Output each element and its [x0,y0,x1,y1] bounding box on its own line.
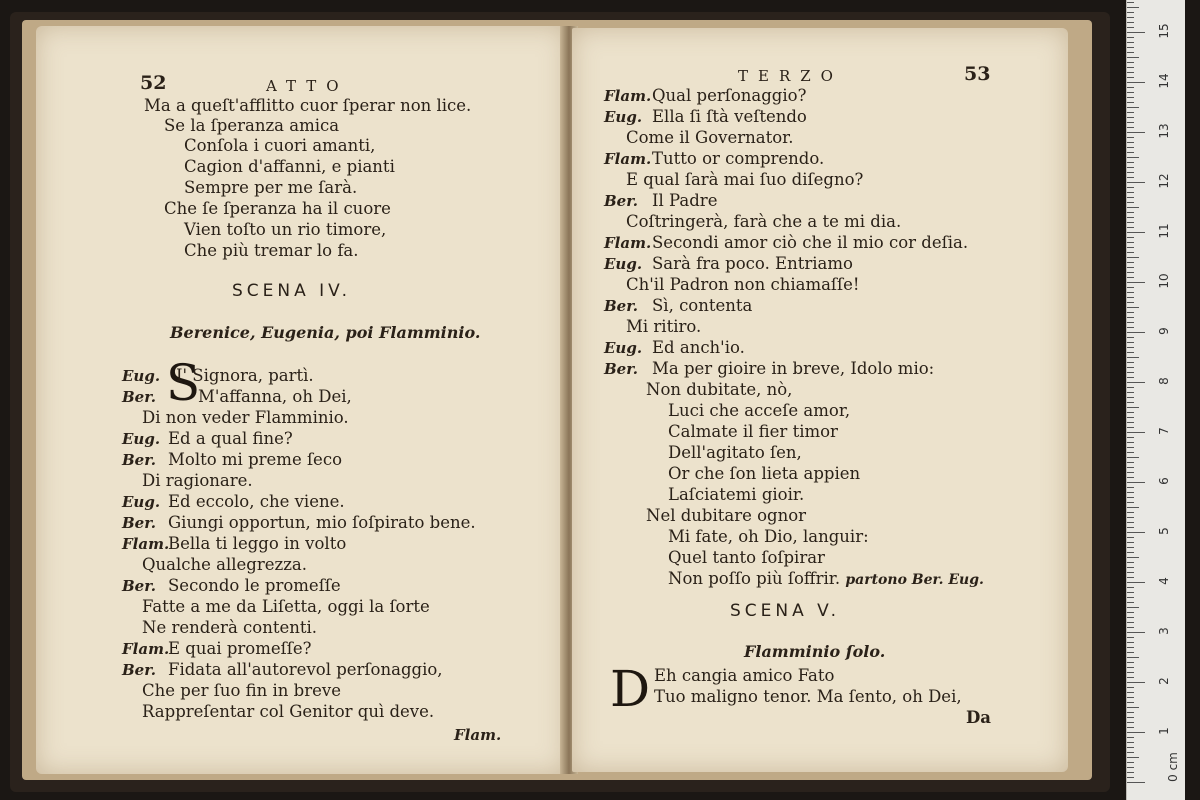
ruler-tick [1127,252,1134,253]
dialogue-line: Che per ſuo fin in breve [142,681,341,700]
ruler-tick [1127,597,1134,598]
ruler-label: 13 [1157,123,1171,139]
ruler-tick [1127,277,1134,278]
dialogue-line [122,513,476,534]
ruler-tick [1127,767,1134,768]
verse-line: Vien toſto un rio timore, [184,220,387,239]
ruler-tick [1127,302,1134,303]
ruler-tick [1127,697,1134,698]
ruler-tick [1127,422,1134,423]
dialogue-line [604,149,824,170]
ruler-tick [1127,37,1134,38]
speech-text: M'affanna, oh Dei, [198,387,352,406]
ruler-tick [1127,732,1145,733]
dialogue-line [122,387,352,408]
scene-heading-left: SCENA IV. [232,281,352,301]
speech-text: Secondi amor ciò che il mio cor deſia. [652,233,969,252]
ruler-tick [1127,647,1134,648]
speech-text: Ed a qual fine? [168,429,293,448]
ruler-label: 9 [1157,327,1171,335]
verse-line: Cagion d'affanni, e pianti [184,157,395,176]
ruler-tick [1127,542,1134,543]
speaker-tag: Ber. [604,192,638,210]
ruler-tick [1127,382,1145,383]
ruler-tick [1127,737,1134,738]
ruler-tick [1127,227,1134,228]
dialogue-line [122,576,341,597]
ruler-tick [1127,192,1134,193]
verse-line: Eh cangia amico Fato [654,666,835,685]
dialogue-line: Come il Governator. [626,128,794,147]
ruler-tick [1127,362,1134,363]
ruler-tick [1127,427,1134,428]
dialogue-line [604,191,717,212]
ruler-label: 7 [1157,427,1171,435]
ruler-tick [1127,137,1134,138]
ruler-tick [1127,472,1134,473]
dialogue-line [604,233,968,254]
ruler-tick [1127,762,1134,763]
ruler-tick [1127,237,1134,238]
ruler-tick [1127,562,1134,563]
ruler-tick [1127,332,1145,333]
ruler-tick [1127,327,1134,328]
ruler-tick [1127,107,1139,108]
ruler-tick [1127,772,1134,773]
speaker-tag: Ber. [604,297,638,315]
ruler-tick [1127,207,1139,208]
ruler-tick [1127,47,1134,48]
speech-text: Tutto or comprendo. [652,149,825,168]
ruler-tick [1127,337,1134,338]
verse-line: Che più tremar lo fa. [184,241,359,260]
ruler-tick [1127,457,1139,458]
ruler-tick [1127,67,1134,68]
speaker-tag: Eug. [604,108,643,126]
ruler-tick [1127,72,1134,73]
ruler-tick [1127,407,1139,408]
ruler-tick [1127,642,1134,643]
ruler-tick [1127,742,1134,743]
ruler-tick [1127,577,1134,578]
ruler-tick [1127,222,1134,223]
speaker-tag: Ber. [122,661,156,679]
ruler-label: 3 [1157,627,1171,635]
ruler-tick [1127,722,1134,723]
verse-line: Tuo maligno tenor. Ma ſento, oh Dei, [654,687,962,706]
ruler-label: 5 [1157,527,1171,535]
ruler-tick [1127,777,1134,778]
speaker-tag: Eug. [604,339,643,357]
ruler-label: 0 cm [1166,752,1180,782]
verse-line: Ma a queſt'afflitto cuor ſperar non lice. [144,96,472,115]
ruler-tick [1127,752,1134,753]
speaker-tag: Flam. [604,234,652,252]
speech-text: Ma per gioire in breve, Idolo mio: [652,359,935,378]
ruler-tick [1127,142,1134,143]
dialogue-line: Rappreſentar col Genitor quì deve. [142,702,435,721]
ruler-label: 11 [1157,223,1171,239]
ruler-tick [1127,202,1134,203]
ruler-tick [1127,417,1134,418]
ruler-tick [1127,517,1134,518]
speaker-tag: Eug. [122,367,161,385]
ruler-tick [1127,7,1139,8]
ruler-tick [1127,272,1134,273]
ruler-label: 15 [1157,23,1171,39]
ruler-tick [1127,727,1134,728]
dialogue-line [604,359,934,380]
speaker-tag: Ber. [122,514,156,532]
ruler-tick [1127,262,1134,263]
ruler-tick [1127,132,1145,133]
ruler-tick [1127,257,1139,258]
speech-text: Secondo le promeſſe [168,576,341,595]
left-page [36,26,566,774]
ruler-tick [1127,12,1134,13]
dialogue-line: Ne renderà contenti. [142,618,317,637]
ruler-tick [1127,232,1145,233]
ruler-tick [1127,757,1139,758]
dialogue-line [604,296,752,317]
ruler-label: 4 [1157,577,1171,585]
dialogue-line [604,107,807,128]
speech-text: Qual perſonaggio? [652,86,807,105]
ruler-tick [1127,317,1134,318]
ruler-tick [1127,42,1134,43]
ruler-tick [1127,322,1134,323]
ruler-tick [1127,212,1134,213]
speech-text: Molto mi preme ſeco [168,450,342,469]
dialogue-line: Mi ritiro. [626,317,702,336]
verse-line: Quel tanto ſoſpirar [668,548,825,567]
dialogue-line [122,660,443,681]
speech-text: Sarà fra poco. Entriamo [652,254,853,273]
verse-line: Calmate il fier timor [668,422,838,441]
dialogue-line [604,254,853,275]
dialogue-line: Di ragionare. [142,471,253,490]
dialogue-line [604,86,806,107]
speech-text: Ed eccolo, che viene. [168,492,345,511]
ruler-tick [1127,147,1134,148]
stage-direction: partono Ber. Eug. [845,572,984,588]
dialogue-line: E qual ſarà mai ſuo diſegno? [626,170,864,189]
speech-text: Il Padre [652,191,718,210]
ruler-tick [1127,32,1145,33]
speech-text: Bella ti leggo in volto [168,534,347,553]
ruler-tick [1127,292,1134,293]
ruler-tick [1127,397,1134,398]
ruler-tick [1127,312,1134,313]
ruler-tick [1127,672,1134,673]
ruler-tick [1127,592,1134,593]
ruler-tick [1127,2,1134,3]
ruler-tick [1127,127,1134,128]
ruler-tick [1127,377,1134,378]
dialogue-line [604,338,745,359]
ruler-tick [1127,552,1134,553]
ruler-tick [1127,432,1145,433]
ruler-tick [1127,217,1134,218]
catchword-left: Flam. [454,726,502,744]
ruler-tick [1127,707,1139,708]
ruler-tick [1127,167,1134,168]
verse-line: Che ſe ſperanza ha il cuore [164,199,391,218]
ruler-tick [1127,652,1134,653]
ruler-tick [1127,247,1134,248]
ruler-label: 12 [1157,173,1171,189]
ruler-tick [1127,287,1134,288]
ruler-tick [1127,392,1134,393]
ruler-tick [1127,87,1134,88]
ruler-label: 8 [1157,377,1171,385]
ruler-tick [1127,112,1134,113]
ruler-tick [1127,412,1134,413]
ruler-label: 1 [1157,727,1171,735]
ruler-label: 14 [1157,73,1171,89]
ruler-tick [1127,447,1134,448]
dialogue-line: Ch'il Padron non chiamaſſe! [626,275,860,294]
ruler-tick [1127,567,1134,568]
ruler-tick [1127,77,1134,78]
verse-line: Mi fate, oh Dio, languir: [668,527,869,546]
ruler-tick [1127,557,1139,558]
measuring-ruler [1126,0,1185,800]
ruler-tick [1127,372,1134,373]
dialogue-line [122,639,311,660]
ruler-tick [1127,782,1145,783]
ruler-tick [1127,307,1139,308]
ruler-tick [1127,402,1134,403]
ruler-tick [1127,692,1134,693]
verse-line: Nel dubitare ognor [646,506,807,525]
speech-text: E quai promeſſe? [168,639,312,658]
dialogue-line: Fatte a me da Liſetta, oggi la ſorte [142,597,430,616]
speaker-tag: Flam. [122,535,170,553]
ruler-tick [1127,367,1134,368]
speaker-tag: Ber. [122,577,156,595]
ruler-tick [1127,717,1134,718]
verse-line: Conſola i cuori amanti, [184,136,376,155]
verse-line [668,569,984,591]
ruler-tick [1127,462,1134,463]
ruler-tick [1127,662,1134,663]
page-number-right: 53 [964,63,991,85]
ruler-tick [1127,62,1134,63]
running-head-right: TERZO [738,67,843,85]
verse-line: Se la ſperanza amica [164,116,340,135]
ruler-tick [1127,522,1134,523]
page-number-left: 52 [140,72,167,94]
dialogue-line [122,429,293,450]
ruler-tick [1127,357,1139,358]
ruler-tick [1127,82,1145,83]
speaker-tag: Flam. [604,87,652,105]
ruler-tick [1127,657,1139,658]
ruler-tick [1127,512,1134,513]
catchword-right: Da [966,708,991,727]
right-page [572,28,1068,772]
ruler-tick [1127,477,1134,478]
dialogue-line: Di non veder Flamminio. [142,408,349,427]
ruler-tick [1127,97,1134,98]
ruler-tick [1127,487,1134,488]
ruler-tick [1127,117,1134,118]
dialogue-line [122,492,345,513]
ruler-tick [1127,687,1134,688]
ruler-tick [1127,282,1145,283]
verse-line: Sempre per me ſarà. [184,178,358,197]
ruler-tick [1127,242,1134,243]
ruler-tick [1127,607,1139,608]
verse-line: Laſciatemi gioir. [668,485,805,504]
ruler-tick [1127,172,1134,173]
ruler-tick [1127,267,1134,268]
speech-text: Ed anch'io. [652,338,745,357]
ruler-tick [1127,92,1134,93]
drop-cap-d: D [610,660,651,718]
ruler-tick [1127,482,1145,483]
ruler-tick [1127,637,1134,638]
verse-line: Non dubitate, nò, [646,380,793,399]
ruler-tick [1127,632,1145,633]
verse-line: Or che ſon lieta appien [668,464,861,483]
speaker-tag: Eug. [122,493,161,511]
ruler-tick [1127,157,1139,158]
speech-text: Fidata all'autorevol perſonaggio, [168,660,443,679]
ruler-tick [1127,347,1134,348]
ruler-tick [1127,177,1134,178]
cast-list-right: Flamminio ſolo. [744,642,886,661]
ruler-tick [1127,667,1134,668]
ruler-tick [1127,502,1134,503]
ruler-tick [1127,747,1134,748]
speaker-tag: Flam. [122,640,170,658]
speech-text: Giungi opportun, mio ſoſpirato bene. [168,513,476,532]
ruler-tick [1127,452,1134,453]
drop-cap-s: S [166,354,201,412]
dialogue-line [122,366,314,387]
running-head-left: ATTO [266,77,349,95]
ruler-tick [1127,342,1134,343]
dialogue-line [122,450,342,471]
ruler-tick [1127,297,1134,298]
ruler-tick [1127,602,1134,603]
speech-text: Non poſſo più ſoffrir. [668,569,841,588]
ruler-label: 6 [1157,477,1171,485]
ruler-tick [1127,182,1145,183]
ruler-tick [1127,617,1134,618]
speech-text: Ella ſi ſtà veſtendo [652,107,807,126]
ruler-tick [1127,677,1134,678]
ruler-tick [1127,507,1139,508]
ruler-tick [1127,152,1134,153]
ruler-tick [1127,527,1134,528]
speech-text: Sì, contenta [652,296,753,315]
ruler-tick [1127,352,1134,353]
ruler-tick [1127,442,1134,443]
ruler-tick [1127,22,1134,23]
ruler-tick [1127,162,1134,163]
speaker-tag: Flam. [604,150,652,168]
ruler-tick [1127,587,1134,588]
verse-line: Dell'agitato ſen, [668,443,802,462]
ruler-tick [1127,52,1134,53]
cast-list-left: Berenice, Eugenia, poi Flamminio. [170,323,481,342]
ruler-tick [1127,57,1139,58]
speaker-tag: Eug. [122,430,161,448]
ruler-label: 10 [1157,273,1171,289]
ruler-tick [1127,187,1134,188]
ruler-tick [1127,627,1134,628]
scene-heading-right: SCENA V. [730,601,840,621]
ruler-tick [1127,572,1134,573]
ruler-tick [1127,532,1145,533]
ruler-tick [1127,622,1134,623]
speaker-tag: Ber. [604,360,638,378]
speaker-tag: Ber. [122,451,156,469]
ruler-tick [1127,702,1134,703]
ruler-tick [1127,712,1134,713]
speaker-tag: Eug. [604,255,643,273]
ruler-tick [1127,387,1134,388]
ruler-tick [1127,437,1134,438]
ruler-tick [1127,582,1145,583]
verse-line: Luci che acceſe amor, [668,401,851,420]
ruler-tick [1127,122,1134,123]
ruler-tick [1127,682,1145,683]
dialogue-line: Coſtringerà, farà che a te mi dia. [626,212,902,231]
ruler-tick [1127,612,1134,613]
ruler-tick [1127,537,1134,538]
ruler-tick [1127,492,1134,493]
ruler-tick [1127,497,1134,498]
dialogue-line: Qualche allegrezza. [142,555,307,574]
speech-text: I' Signora, partì. [176,366,314,385]
ruler-tick [1127,27,1134,28]
speaker-tag: Ber. [122,388,156,406]
ruler-label: 2 [1157,677,1171,685]
dialogue-line [122,534,346,555]
ruler-tick [1127,102,1134,103]
ruler-tick [1127,467,1134,468]
ruler-tick [1127,17,1134,18]
ruler-tick [1127,547,1134,548]
ruler-tick [1127,197,1134,198]
